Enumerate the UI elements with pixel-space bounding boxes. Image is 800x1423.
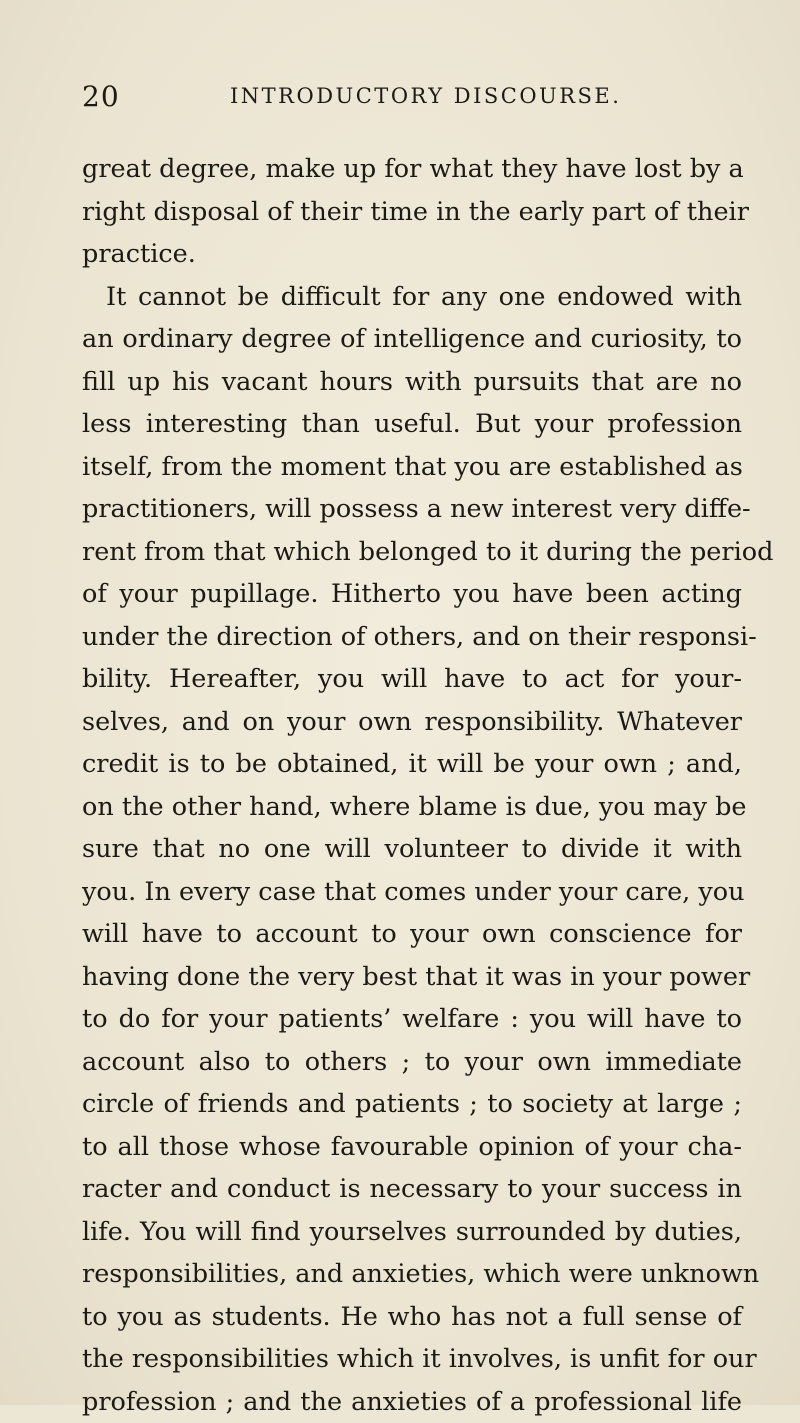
text-line: great degree, make up for what they have lost by a (82, 148, 742, 191)
text-line: to you as students. He who has not a full sense of (82, 1296, 742, 1339)
text-line: account also to others ; to your own immediate (82, 1041, 742, 1084)
text-line: It cannot be difficult for any one endowed with (82, 276, 742, 319)
text-line: credit is to be obtained, it will be your own ; and, (82, 743, 742, 786)
text-line: life. You will find yourselves surrounded by duties, (82, 1211, 742, 1254)
text-line: racter and conduct is necessary to your success in (82, 1168, 742, 1211)
body-text (82, 148, 742, 1423)
text-line: fill up his vacant hours with pursuits that are no (82, 361, 742, 404)
text-line: practice. (82, 233, 742, 276)
text-line: having done the very best that it was in your power (82, 956, 742, 999)
text-line: circle of friends and patients ; to society at large ; (82, 1083, 742, 1126)
text-line: selves, and on your own responsibility. Whatever (82, 701, 742, 744)
text-line: bility. Hereafter, you will have to act for your- (82, 658, 742, 701)
text-line: to all those whose favourable opinion of your cha- (82, 1126, 742, 1169)
text-line: practitioners, will possess a new interest very diffe- (82, 488, 742, 531)
text-line: right disposal of their time in the early part of their (82, 191, 742, 234)
text-line: rent from that which belonged to it during the period (82, 531, 742, 574)
text-line: the responsibilities which it involves, is unfit for our (82, 1338, 742, 1381)
text-line: to do for your patients’ welfare : you will have to (82, 998, 742, 1041)
text-line: you. In every case that comes under your care, you (82, 871, 742, 914)
running-head: INTRODUCTORY DISCOURSE. (230, 84, 621, 108)
text-line: responsibilities, and anxieties, which were unknown (82, 1253, 742, 1296)
text-line: on the other hand, where blame is due, you may be (82, 786, 742, 829)
page-number: 20 (82, 80, 120, 113)
text-line: sure that no one will volunteer to divide it with (82, 828, 742, 871)
text-line: an ordinary degree of intelligence and curiosity, to (82, 318, 742, 361)
text-line: less interesting than useful. But your profession (82, 403, 742, 446)
text-line: will have to account to your own conscience for (82, 913, 742, 956)
text-line: under the direction of others, and on their responsi- (82, 616, 742, 659)
text-line: profession ; and the anxieties of a professional life (82, 1381, 742, 1423)
text-line: of your pupillage. Hitherto you have been acting (82, 573, 742, 616)
text-line: itself, from the moment that you are established as (82, 446, 742, 489)
page-header (82, 80, 742, 120)
